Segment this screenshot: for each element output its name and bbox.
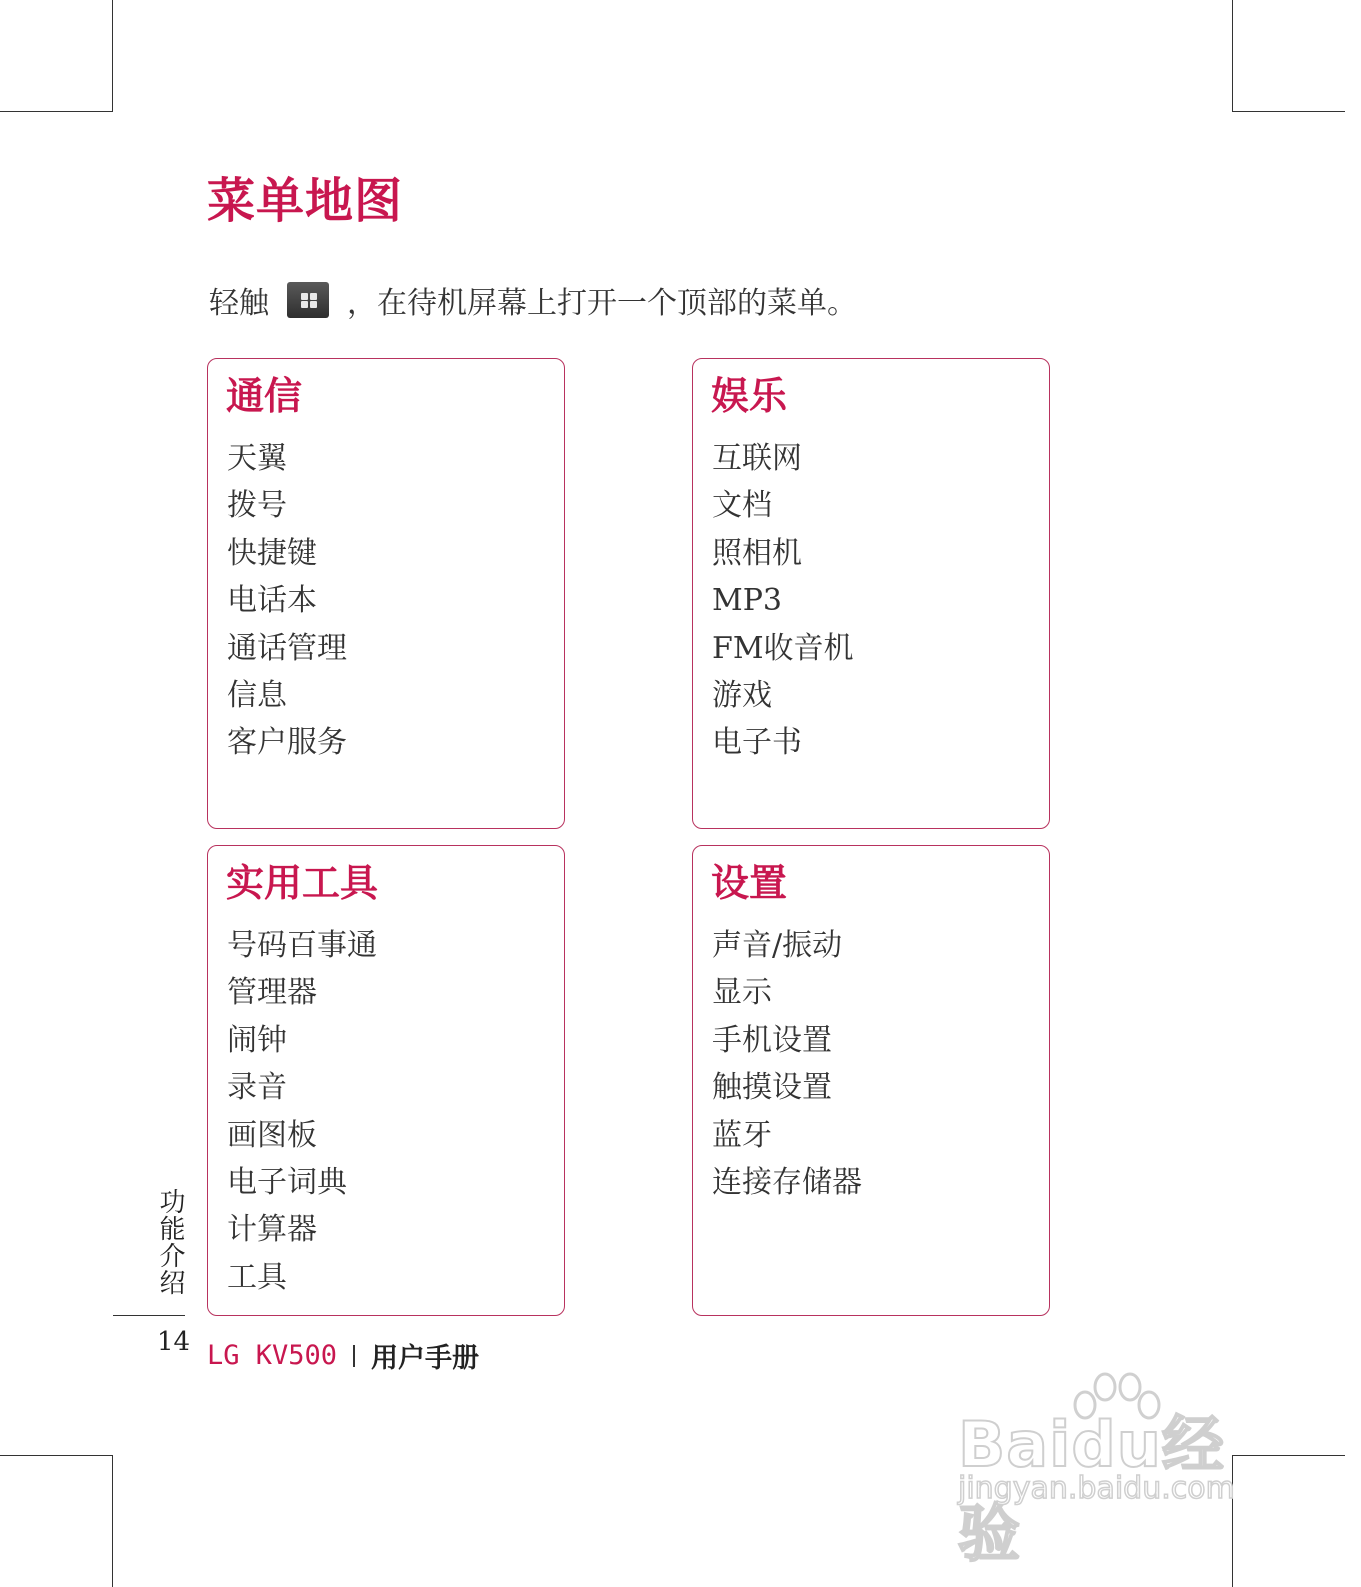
menu-item: 电话本 bbox=[227, 583, 317, 619]
footer-manual-label: 用户手册 bbox=[371, 1343, 480, 1374]
menu-item: 电子词典 bbox=[227, 1165, 347, 1201]
footer-brand: LG KV500 bbox=[207, 1340, 338, 1371]
page-title: 菜单地图 bbox=[207, 173, 404, 229]
menu-grid-icon bbox=[287, 282, 329, 318]
footer-divider bbox=[353, 1345, 355, 1367]
menu-item: 工具 bbox=[227, 1259, 287, 1295]
menu-box-utilities bbox=[207, 845, 565, 1316]
watermark-logo: Baidu经验 bbox=[958, 1408, 1225, 1570]
menu-item: 蓝牙 bbox=[712, 1117, 772, 1153]
crop-mark bbox=[112, 0, 113, 112]
menu-box-title: 实用工具 bbox=[226, 861, 379, 905]
footer bbox=[207, 1336, 479, 1375]
menu-item: 管理器 bbox=[227, 975, 317, 1011]
menu-item: 号码百事通 bbox=[227, 928, 377, 963]
crop-mark bbox=[0, 111, 113, 112]
menu-item: 画图板 bbox=[227, 1117, 317, 1153]
menu-list bbox=[227, 922, 377, 1301]
side-tab-label: 功能介绍 bbox=[155, 1188, 185, 1296]
page-number-rule bbox=[113, 1315, 185, 1316]
watermark-url: jingyan.baidu.com bbox=[958, 1471, 1235, 1506]
menu-item: 游戏 bbox=[712, 678, 772, 714]
intro-text bbox=[209, 278, 857, 322]
menu-item: 录音 bbox=[227, 1070, 287, 1106]
menu-item: 电子书 bbox=[712, 725, 802, 761]
menu-list bbox=[712, 435, 854, 767]
menu-item: 文档 bbox=[712, 488, 772, 524]
menu-box-title: 设置 bbox=[711, 861, 788, 905]
menu-item: 信息 bbox=[227, 678, 287, 714]
menu-list bbox=[227, 435, 347, 767]
menu-box-entertainment bbox=[692, 358, 1050, 829]
menu-item: 拨号 bbox=[227, 488, 287, 524]
menu-box-title: 通信 bbox=[226, 374, 303, 418]
menu-item: 客户服务 bbox=[227, 725, 347, 761]
menu-item: MP3 bbox=[712, 583, 782, 619]
crop-mark bbox=[1232, 111, 1345, 112]
menu-item: 连接存储器 bbox=[712, 1165, 862, 1201]
menu-item: 照相机 bbox=[712, 535, 802, 571]
intro-before-icon: 轻触 bbox=[209, 286, 269, 321]
menu-item: 快捷键 bbox=[227, 535, 317, 571]
crop-mark bbox=[0, 1455, 113, 1456]
page-number: 14 bbox=[157, 1327, 191, 1357]
menu-item: 天翼 bbox=[227, 441, 287, 476]
menu-box-communication bbox=[207, 358, 565, 829]
intro-after-icon: ，在待机屏幕上打开一个顶部的菜单。 bbox=[347, 286, 857, 321]
baidu-watermark bbox=[950, 1365, 1270, 1570]
menu-box-title: 娱乐 bbox=[711, 374, 788, 418]
menu-item: 互联网 bbox=[712, 441, 802, 476]
menu-item: FM收音机 bbox=[712, 630, 854, 666]
menu-item: 触摸设置 bbox=[712, 1070, 832, 1106]
menu-item: 计算器 bbox=[227, 1212, 317, 1248]
crop-mark bbox=[112, 1455, 113, 1587]
menu-item: 通话管理 bbox=[227, 630, 347, 666]
menu-item: 手机设置 bbox=[712, 1022, 832, 1058]
menu-item: 显示 bbox=[712, 975, 772, 1011]
crop-mark bbox=[1232, 0, 1233, 112]
menu-box-settings bbox=[692, 845, 1050, 1316]
menu-item: 声音/振动 bbox=[712, 928, 843, 963]
menu-item: 闹钟 bbox=[227, 1022, 287, 1058]
menu-list bbox=[712, 922, 862, 1206]
